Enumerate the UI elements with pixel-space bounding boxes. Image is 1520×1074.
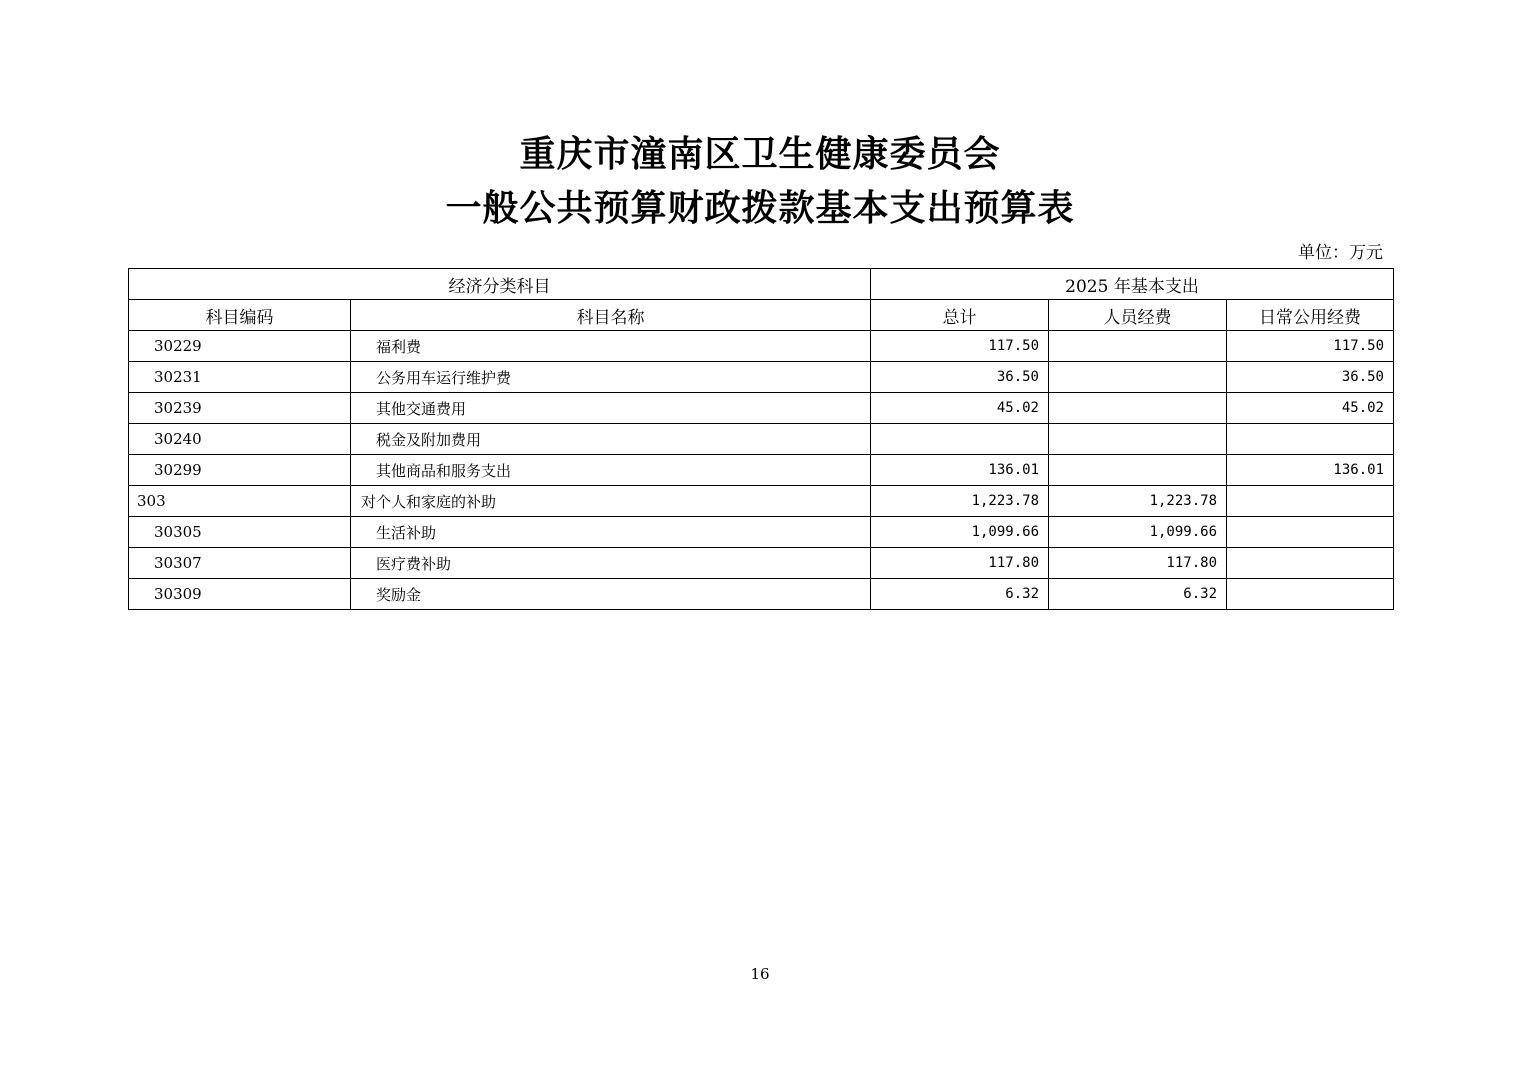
table-row: [129, 517, 1394, 548]
cell-public: 136.01: [1227, 455, 1394, 486]
cell-personnel: 6.32: [1049, 579, 1227, 610]
cell-name: 其他商品和服务支出: [351, 455, 871, 486]
cell-name: 医疗费补助: [351, 548, 871, 579]
cell-public: 36.50: [1227, 362, 1394, 393]
cell-total: 36.50: [871, 362, 1049, 393]
table-row: [129, 331, 1394, 362]
table-row: [129, 486, 1394, 517]
header-year-expense: 2025 年基本支出: [871, 269, 1394, 300]
cell-total: 117.50: [871, 331, 1049, 362]
header-personnel: 人员经费: [1049, 300, 1227, 331]
page-title-line-2: 一般公共预算财政拨款基本支出预算表: [445, 187, 1075, 229]
cell-name: 奖励金: [351, 579, 871, 610]
page-title-line-1: 重庆市潼南区卫生健康委员会: [519, 133, 1001, 175]
cell-personnel: [1049, 362, 1227, 393]
cell-personnel: 117.80: [1049, 548, 1227, 579]
table-row: [129, 579, 1394, 610]
header-classification: 经济分类科目: [129, 269, 871, 300]
cell-public: [1227, 486, 1394, 517]
cell-personnel: [1049, 455, 1227, 486]
cell-total: [871, 424, 1049, 455]
cell-public: [1227, 517, 1394, 548]
group-header-row: [129, 269, 1394, 300]
cell-public: [1227, 424, 1394, 455]
table-row: [129, 455, 1394, 486]
cell-personnel: 1,223.78: [1049, 486, 1227, 517]
cell-public: 117.50: [1227, 331, 1394, 362]
cell-name: 对个人和家庭的补助: [351, 486, 871, 517]
cell-public: 45.02: [1227, 393, 1394, 424]
table-row: [129, 362, 1394, 393]
cell-code: 30229: [129, 331, 351, 362]
unit-label: 单位：万元: [1298, 243, 1383, 263]
table-row: [129, 393, 1394, 424]
cell-personnel: [1049, 424, 1227, 455]
header-name: 科目名称: [351, 300, 871, 331]
header-code: 科目编码: [129, 300, 351, 331]
cell-code: 30305: [129, 517, 351, 548]
cell-public: [1227, 579, 1394, 610]
table-row: [129, 424, 1394, 455]
cell-total: 6.32: [871, 579, 1049, 610]
table-row: [129, 548, 1394, 579]
page-number: 16: [750, 965, 770, 983]
cell-name: 生活补助: [351, 517, 871, 548]
budget-table: [128, 268, 1394, 610]
cell-personnel: [1049, 331, 1227, 362]
cell-total: 117.80: [871, 548, 1049, 579]
cell-personnel: 1,099.66: [1049, 517, 1227, 548]
cell-total: 45.02: [871, 393, 1049, 424]
cell-name: 福利费: [351, 331, 871, 362]
cell-name: 其他交通费用: [351, 393, 871, 424]
cell-code: 30240: [129, 424, 351, 455]
cell-code: 30309: [129, 579, 351, 610]
cell-name: 税金及附加费用: [351, 424, 871, 455]
cell-code: 30307: [129, 548, 351, 579]
cell-code: 30299: [129, 455, 351, 486]
cell-code: 30231: [129, 362, 351, 393]
cell-code: 303: [129, 486, 351, 517]
cell-personnel: [1049, 393, 1227, 424]
cell-public: [1227, 548, 1394, 579]
cell-total: 136.01: [871, 455, 1049, 486]
cell-total: 1,099.66: [871, 517, 1049, 548]
cell-code: 30239: [129, 393, 351, 424]
cell-total: 1,223.78: [871, 486, 1049, 517]
header-public: 日常公用经费: [1227, 300, 1394, 331]
column-header-row: [129, 300, 1394, 331]
header-total: 总计: [871, 300, 1049, 331]
cell-name: 公务用车运行维护费: [351, 362, 871, 393]
